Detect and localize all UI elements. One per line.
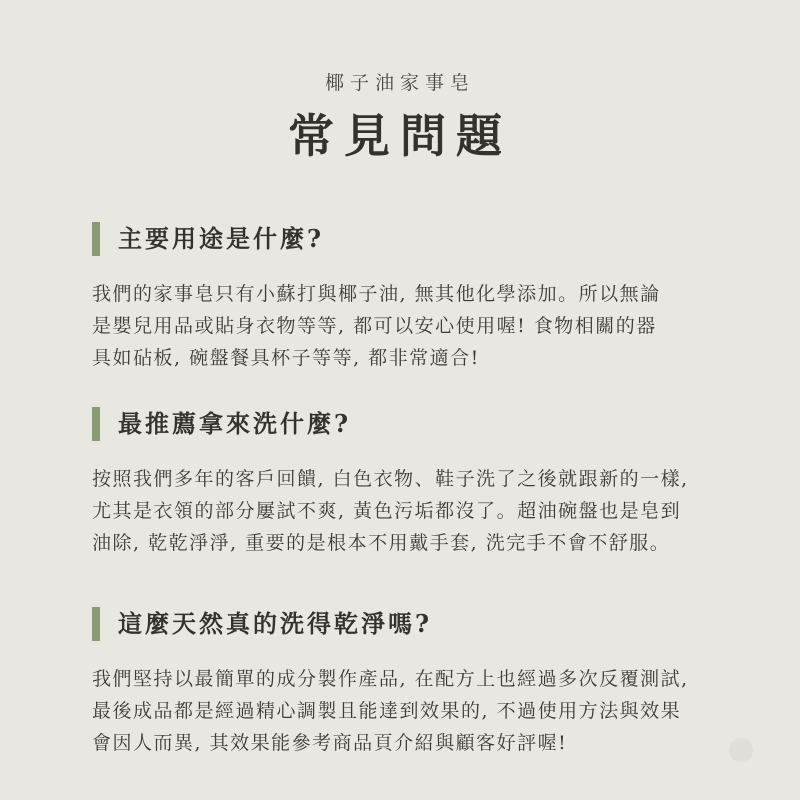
faq-item — [92, 405, 752, 559]
faq-question: 最推薦拿來洗什麼? — [118, 409, 352, 438]
faq-answer — [92, 278, 752, 374]
faq-answer-line: 最後成品都是經過精心調製且能達到效果的, 不過使用方法與效果 — [92, 700, 682, 722]
faq-item — [92, 605, 752, 759]
faq-answer — [92, 663, 752, 759]
page-subtitle: 椰子油家事皂 — [324, 72, 475, 94]
faq-answer-line: 我們堅持以最簡單的成分製作產品, 在配方上也經過多次反覆測試, — [92, 668, 689, 690]
faq-answer-line: 按照我們多年的客戶回饋, 白色衣物、鞋子洗了之後就跟新的一樣, — [92, 468, 689, 490]
question-accent-bar — [92, 407, 100, 441]
question-accent-bar — [92, 607, 100, 641]
faq-question-row — [92, 405, 752, 443]
faq-question-row — [92, 605, 752, 643]
watermark-icon — [729, 738, 753, 762]
faq-question: 主要用途是什麼? — [118, 224, 325, 253]
faq-answer-line: 油除, 乾乾淨淨, 重要的是根本不用戴手套, 洗完手不會不舒服。 — [92, 532, 671, 554]
faq-answer — [92, 463, 752, 559]
faq-question-row — [92, 220, 752, 258]
faq-item — [92, 220, 752, 374]
faq-answer-line: 我們的家事皂只有小蘇打與椰子油, 無其他化學添加。所以無論 — [92, 283, 661, 305]
faq-question: 這麼天然真的洗得乾淨嗎? — [118, 609, 433, 638]
faq-answer-line: 尤其是衣領的部分屢試不爽, 黃色污垢都沒了。超油碗盤也是皂到 — [92, 500, 682, 522]
faq-answer-line: 會因人而異, 其效果能參考商品頁介紹與顧客好評喔! — [92, 732, 568, 754]
question-accent-bar — [92, 222, 100, 256]
page-title: 常見問題 — [288, 109, 512, 163]
faq-answer-line: 是嬰兒用品或貼身衣物等等, 都可以安心使用喔! 食物相關的器 — [92, 315, 657, 337]
faq-answer-line: 具如砧板, 碗盤餐具杯子等等, 都非常適合! — [92, 347, 480, 369]
